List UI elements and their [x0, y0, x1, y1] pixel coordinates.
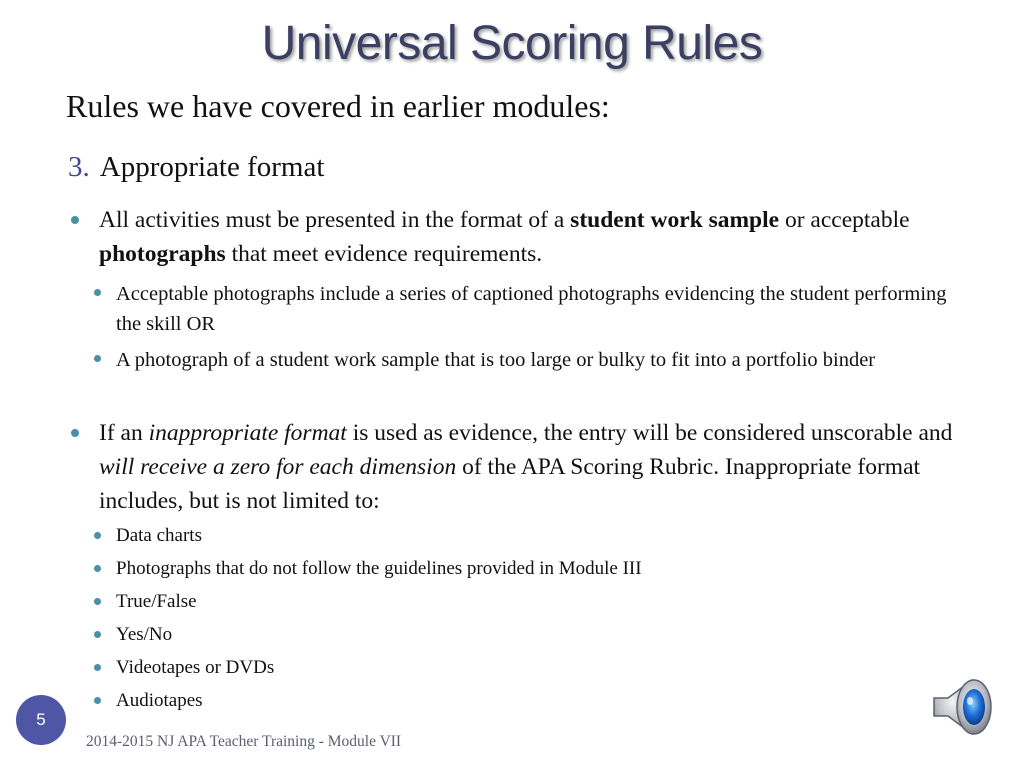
section-number: 3. — [68, 151, 90, 183]
format-list-item — [116, 556, 976, 582]
bullet-dot — [94, 355, 101, 362]
bullet-dot — [94, 289, 101, 296]
format-item-text: Yes/No — [116, 624, 173, 645]
sub-bullet-text: A photograph of a student work sample that is too large or bulky to fit into a portfolio binder — [116, 349, 876, 371]
bullet-dot — [94, 697, 101, 704]
sub-bullet-captioned-photos — [116, 279, 976, 339]
format-list-item — [116, 655, 976, 681]
sub-bullet-text: Acceptable photographs include a series of captioned photographs evidencing the student performing the skill OR — [116, 283, 947, 335]
format-item-text: Audiotapes — [116, 690, 203, 711]
format-list-item — [116, 688, 976, 714]
bullet-dot — [94, 565, 101, 572]
format-list-item — [116, 589, 976, 615]
format-item-text: Photographs that do not follow the guidelines provided in Module III — [116, 558, 642, 579]
bullet-dot — [94, 532, 101, 539]
slide-footer: 2014-2015 NJ APA Teacher Training - Module VII — [86, 733, 402, 750]
slide-number-badge: 5 — [16, 695, 66, 745]
bullet-text: of the APA Scoring Rubric. Inappropriate format includes, but is not limited to: — [99, 454, 921, 514]
bullet-dot — [94, 664, 101, 671]
bullet-italic-text: inappropriate format — [148, 420, 347, 446]
bullet-italic-text: will receive a zero for each dimension — [99, 454, 457, 480]
format-list-item — [116, 523, 976, 549]
bullet-dot — [94, 631, 101, 638]
format-item-text: Data charts — [116, 525, 202, 546]
bullet-text: If an — [99, 420, 149, 446]
section-title: Appropriate format — [99, 151, 325, 183]
sub-bullet-large-sample — [116, 345, 976, 375]
bullet-student-work — [99, 203, 969, 271]
bullet-text: is used as evidence, the entry will be considered unscorable and — [346, 420, 953, 446]
format-item-text: Videotapes or DVDs — [116, 657, 275, 678]
format-item-text: True/False — [116, 591, 197, 612]
bullet-inappropriate-format — [99, 416, 969, 518]
bullet-text: or acceptable — [779, 207, 910, 233]
slide-subtitle: Rules we have covered in earlier modules: — [66, 88, 610, 124]
section-heading — [68, 148, 324, 186]
format-list-item — [116, 622, 976, 648]
bullet-text: All activities must be presented in the format of a — [99, 207, 571, 233]
bullet-text: that meet evidence requirements. — [225, 241, 543, 267]
slide-title: Universal Scoring Rules — [261, 17, 763, 70]
bullet-bold-text: student work sample — [570, 207, 780, 233]
speaker-icon[interactable] — [928, 674, 998, 740]
bullet-dot — [94, 598, 101, 605]
bullet-bold-text: photographs — [99, 241, 226, 267]
bullet-dot — [71, 216, 79, 224]
bullet-dot — [71, 429, 79, 437]
